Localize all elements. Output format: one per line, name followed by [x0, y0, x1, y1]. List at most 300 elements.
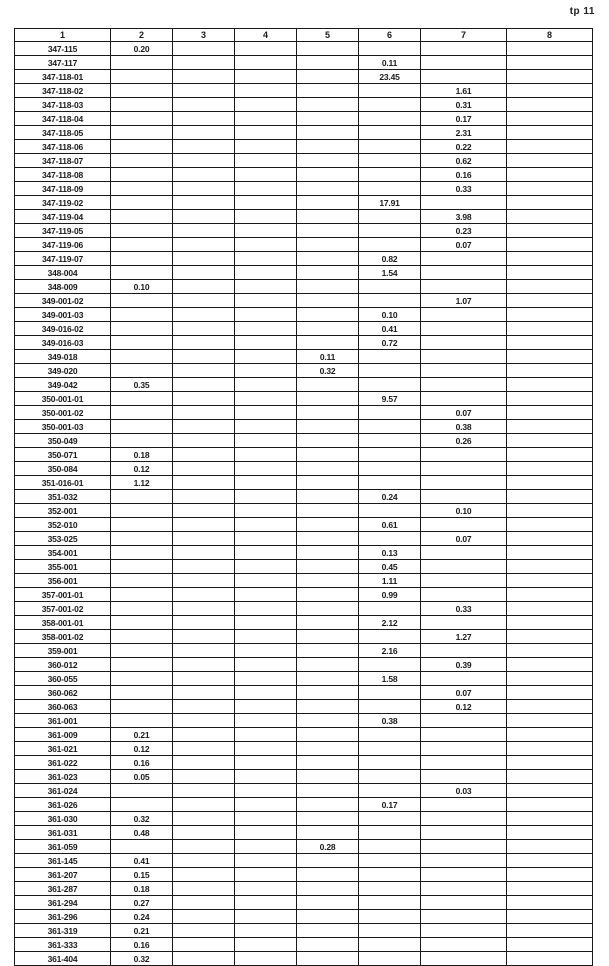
- row-value-cell-7: [421, 798, 507, 812]
- row-value-cell-6: [359, 812, 421, 826]
- row-value-cell-2: 0.21: [111, 924, 173, 938]
- row-value-cell-8: [507, 154, 593, 168]
- table-row: [15, 70, 593, 84]
- row-value-cell-4: [235, 448, 297, 462]
- row-value-cell-4: [235, 700, 297, 714]
- row-value-cell-4: [235, 504, 297, 518]
- row-value-cell-6: [359, 532, 421, 546]
- table-row: [15, 532, 593, 546]
- row-value-cell-2: [111, 154, 173, 168]
- row-value-cell-2: [111, 490, 173, 504]
- row-value-cell-2: [111, 434, 173, 448]
- row-value-cell-6: 1.54: [359, 266, 421, 280]
- row-value-cell-7: 0.31: [421, 98, 507, 112]
- row-value-cell-7: [421, 476, 507, 490]
- row-value-cell-7: [421, 644, 507, 658]
- table-row: [15, 154, 593, 168]
- row-value-cell-8: [507, 112, 593, 126]
- row-value-cell-2: [111, 532, 173, 546]
- row-value-cell-6: [359, 42, 421, 56]
- row-value-cell-7: [421, 196, 507, 210]
- table-row: [15, 504, 593, 518]
- table-row: [15, 168, 593, 182]
- row-value-cell-4: [235, 322, 297, 336]
- row-value-cell-5: [297, 84, 359, 98]
- row-value-cell-7: 0.07: [421, 686, 507, 700]
- row-value-cell-4: [235, 196, 297, 210]
- row-value-cell-3: [173, 294, 235, 308]
- row-value-cell-4: [235, 364, 297, 378]
- row-value-cell-5: [297, 784, 359, 798]
- row-value-cell-8: [507, 448, 593, 462]
- row-value-cell-3: [173, 588, 235, 602]
- row-value-cell-2: 0.24: [111, 910, 173, 924]
- table-row: [15, 658, 593, 672]
- row-value-cell-8: [507, 70, 593, 84]
- row-value-cell-3: [173, 560, 235, 574]
- row-value-cell-2: [111, 266, 173, 280]
- row-value-cell-2: [111, 350, 173, 364]
- row-code-cell: 349-016-03: [15, 336, 111, 350]
- row-value-cell-6: 0.72: [359, 336, 421, 350]
- row-value-cell-8: [507, 406, 593, 420]
- row-value-cell-6: [359, 84, 421, 98]
- row-code-cell: 361-404: [15, 952, 111, 966]
- row-value-cell-5: [297, 238, 359, 252]
- row-value-cell-3: [173, 350, 235, 364]
- row-value-cell-8: [507, 798, 593, 812]
- row-value-cell-5: [297, 952, 359, 966]
- row-value-cell-4: [235, 378, 297, 392]
- row-code-cell: 350-001-02: [15, 406, 111, 420]
- table-row: [15, 644, 593, 658]
- row-value-cell-3: [173, 266, 235, 280]
- row-value-cell-2: [111, 364, 173, 378]
- row-value-cell-5: [297, 924, 359, 938]
- row-value-cell-7: [421, 252, 507, 266]
- row-value-cell-4: [235, 490, 297, 504]
- row-value-cell-8: [507, 896, 593, 910]
- row-value-cell-3: [173, 546, 235, 560]
- table-row: [15, 952, 593, 966]
- row-code-cell: 361-319: [15, 924, 111, 938]
- row-value-cell-5: [297, 168, 359, 182]
- row-value-cell-2: [111, 686, 173, 700]
- row-value-cell-8: [507, 812, 593, 826]
- row-value-cell-7: [421, 952, 507, 966]
- row-value-cell-2: [111, 84, 173, 98]
- row-value-cell-6: [359, 140, 421, 154]
- row-value-cell-4: [235, 336, 297, 350]
- row-value-cell-5: [297, 882, 359, 896]
- row-value-cell-2: 0.21: [111, 728, 173, 742]
- row-value-cell-3: [173, 700, 235, 714]
- row-value-cell-7: [421, 574, 507, 588]
- row-code-cell: 358-001-02: [15, 630, 111, 644]
- row-value-cell-5: [297, 476, 359, 490]
- row-value-cell-6: [359, 770, 421, 784]
- row-value-cell-4: [235, 910, 297, 924]
- row-code-cell: 361-022: [15, 756, 111, 770]
- row-value-cell-4: [235, 630, 297, 644]
- table-row: [15, 714, 593, 728]
- row-value-cell-5: [297, 490, 359, 504]
- row-value-cell-5: [297, 462, 359, 476]
- table-row: [15, 924, 593, 938]
- row-value-cell-5: [297, 532, 359, 546]
- table-row: [15, 336, 593, 350]
- row-value-cell-4: [235, 728, 297, 742]
- table-row: [15, 84, 593, 98]
- row-value-cell-4: [235, 658, 297, 672]
- row-value-cell-7: [421, 42, 507, 56]
- column-header-2: 2: [111, 29, 173, 42]
- row-code-cell: 361-031: [15, 826, 111, 840]
- row-value-cell-2: [111, 602, 173, 616]
- row-value-cell-4: [235, 672, 297, 686]
- row-value-cell-6: [359, 784, 421, 798]
- row-value-cell-3: [173, 910, 235, 924]
- row-value-cell-3: [173, 924, 235, 938]
- row-value-cell-2: [111, 700, 173, 714]
- row-code-cell: 347-118-02: [15, 84, 111, 98]
- row-value-cell-3: [173, 602, 235, 616]
- row-value-cell-2: [111, 406, 173, 420]
- row-value-cell-5: [297, 182, 359, 196]
- row-value-cell-4: [235, 224, 297, 238]
- table-row: [15, 840, 593, 854]
- row-value-cell-8: [507, 602, 593, 616]
- row-value-cell-3: [173, 896, 235, 910]
- row-value-cell-3: [173, 686, 235, 700]
- table-header: [15, 29, 593, 42]
- row-value-cell-6: [359, 112, 421, 126]
- row-value-cell-6: [359, 154, 421, 168]
- row-value-cell-7: 0.07: [421, 238, 507, 252]
- row-value-cell-6: 0.13: [359, 546, 421, 560]
- table-row: [15, 700, 593, 714]
- row-value-cell-7: [421, 518, 507, 532]
- row-code-cell: 347-115: [15, 42, 111, 56]
- table-row: [15, 462, 593, 476]
- row-value-cell-6: 0.99: [359, 588, 421, 602]
- column-header-7: 7: [421, 29, 507, 42]
- row-value-cell-5: [297, 518, 359, 532]
- row-value-cell-6: [359, 882, 421, 896]
- row-value-cell-2: [111, 560, 173, 574]
- row-value-cell-2: 0.18: [111, 448, 173, 462]
- row-value-cell-8: [507, 364, 593, 378]
- row-value-cell-3: [173, 868, 235, 882]
- row-code-cell: 347-119-05: [15, 224, 111, 238]
- row-value-cell-8: [507, 770, 593, 784]
- row-value-cell-4: [235, 126, 297, 140]
- table-row: [15, 742, 593, 756]
- row-value-cell-8: [507, 574, 593, 588]
- row-code-cell: 361-009: [15, 728, 111, 742]
- row-value-cell-5: [297, 504, 359, 518]
- row-value-cell-4: [235, 924, 297, 938]
- row-value-cell-7: 0.22: [421, 140, 507, 154]
- row-value-cell-4: [235, 616, 297, 630]
- row-value-cell-3: [173, 336, 235, 350]
- row-value-cell-5: [297, 756, 359, 770]
- row-code-cell: 347-118-07: [15, 154, 111, 168]
- row-value-cell-4: [235, 84, 297, 98]
- ledger-table: [14, 28, 593, 966]
- row-code-cell: 347-118-05: [15, 126, 111, 140]
- row-value-cell-4: [235, 714, 297, 728]
- row-value-cell-4: [235, 770, 297, 784]
- row-value-cell-3: [173, 196, 235, 210]
- row-code-cell: 361-021: [15, 742, 111, 756]
- table-row: [15, 728, 593, 742]
- row-value-cell-5: [297, 322, 359, 336]
- row-value-cell-2: [111, 70, 173, 84]
- row-value-cell-8: [507, 532, 593, 546]
- table-row: [15, 686, 593, 700]
- row-code-cell: 351-032: [15, 490, 111, 504]
- row-value-cell-2: [111, 714, 173, 728]
- row-value-cell-6: [359, 462, 421, 476]
- row-value-cell-4: [235, 644, 297, 658]
- row-value-cell-8: [507, 910, 593, 924]
- table-row: [15, 406, 593, 420]
- row-code-cell: 347-119-04: [15, 210, 111, 224]
- row-value-cell-5: [297, 448, 359, 462]
- row-value-cell-5: 0.11: [297, 350, 359, 364]
- row-value-cell-8: [507, 98, 593, 112]
- table-row: [15, 560, 593, 574]
- row-value-cell-8: [507, 952, 593, 966]
- row-value-cell-6: 0.82: [359, 252, 421, 266]
- table-row: [15, 238, 593, 252]
- row-value-cell-2: [111, 196, 173, 210]
- row-value-cell-4: [235, 420, 297, 434]
- row-value-cell-8: [507, 700, 593, 714]
- table-row: [15, 630, 593, 644]
- row-value-cell-7: [421, 308, 507, 322]
- row-value-cell-3: [173, 658, 235, 672]
- row-value-cell-3: [173, 854, 235, 868]
- row-value-cell-7: [421, 336, 507, 350]
- row-value-cell-8: [507, 280, 593, 294]
- column-header-4: 4: [235, 29, 297, 42]
- row-code-cell: 353-025: [15, 532, 111, 546]
- table-row: [15, 350, 593, 364]
- row-value-cell-7: [421, 378, 507, 392]
- row-code-cell: 356-001: [15, 574, 111, 588]
- row-value-cell-8: [507, 518, 593, 532]
- row-value-cell-2: [111, 798, 173, 812]
- row-code-cell: 347-118-01: [15, 70, 111, 84]
- row-code-cell: 360-062: [15, 686, 111, 700]
- row-value-cell-2: [111, 140, 173, 154]
- row-value-cell-4: [235, 574, 297, 588]
- row-value-cell-7: [421, 672, 507, 686]
- row-value-cell-6: [359, 602, 421, 616]
- row-value-cell-5: [297, 868, 359, 882]
- row-value-cell-5: [297, 574, 359, 588]
- table-row: [15, 826, 593, 840]
- table-row: [15, 420, 593, 434]
- row-value-cell-6: 23.45: [359, 70, 421, 84]
- row-value-cell-2: [111, 784, 173, 798]
- row-code-cell: 348-009: [15, 280, 111, 294]
- row-value-cell-2: [111, 574, 173, 588]
- row-value-cell-7: 1.07: [421, 294, 507, 308]
- row-value-cell-4: [235, 546, 297, 560]
- row-value-cell-3: [173, 140, 235, 154]
- row-value-cell-3: [173, 812, 235, 826]
- row-value-cell-7: [421, 910, 507, 924]
- row-code-cell: 348-004: [15, 266, 111, 280]
- row-value-cell-5: [297, 252, 359, 266]
- row-code-cell: 359-001: [15, 644, 111, 658]
- row-value-cell-2: 0.48: [111, 826, 173, 840]
- row-code-cell: 361-030: [15, 812, 111, 826]
- row-value-cell-3: [173, 126, 235, 140]
- row-code-cell: 351-016-01: [15, 476, 111, 490]
- row-value-cell-4: [235, 182, 297, 196]
- row-value-cell-6: [359, 686, 421, 700]
- row-value-cell-7: [421, 322, 507, 336]
- row-value-cell-5: [297, 644, 359, 658]
- row-value-cell-5: [297, 630, 359, 644]
- row-value-cell-4: [235, 868, 297, 882]
- row-value-cell-7: 0.33: [421, 182, 507, 196]
- row-value-cell-4: [235, 602, 297, 616]
- row-value-cell-3: [173, 308, 235, 322]
- row-value-cell-8: [507, 224, 593, 238]
- table-row: [15, 546, 593, 560]
- row-value-cell-5: [297, 196, 359, 210]
- row-value-cell-4: [235, 42, 297, 56]
- table-row: [15, 42, 593, 56]
- row-code-cell: 347-119-02: [15, 196, 111, 210]
- row-value-cell-5: [297, 728, 359, 742]
- row-value-cell-3: [173, 574, 235, 588]
- row-value-cell-5: [297, 588, 359, 602]
- row-value-cell-3: [173, 490, 235, 504]
- row-value-cell-2: [111, 588, 173, 602]
- row-value-cell-2: 0.12: [111, 462, 173, 476]
- table-row: [15, 672, 593, 686]
- row-value-cell-5: [297, 336, 359, 350]
- row-value-cell-3: [173, 154, 235, 168]
- row-value-cell-8: [507, 84, 593, 98]
- row-value-cell-7: 0.38: [421, 420, 507, 434]
- row-value-cell-7: [421, 812, 507, 826]
- table-row: [15, 112, 593, 126]
- row-code-cell: 360-055: [15, 672, 111, 686]
- row-value-cell-4: [235, 406, 297, 420]
- column-header-8: 8: [507, 29, 593, 42]
- row-value-cell-6: [359, 868, 421, 882]
- table-row: [15, 196, 593, 210]
- row-value-cell-8: [507, 140, 593, 154]
- row-value-cell-5: [297, 42, 359, 56]
- row-value-cell-6: [359, 700, 421, 714]
- row-value-cell-8: [507, 56, 593, 70]
- row-value-cell-4: [235, 112, 297, 126]
- row-value-cell-3: [173, 504, 235, 518]
- row-value-cell-4: [235, 266, 297, 280]
- row-value-cell-3: [173, 322, 235, 336]
- row-value-cell-6: [359, 168, 421, 182]
- row-code-cell: 349-020: [15, 364, 111, 378]
- row-value-cell-6: [359, 924, 421, 938]
- row-code-cell: 347-118-09: [15, 182, 111, 196]
- row-value-cell-7: [421, 616, 507, 630]
- row-value-cell-3: [173, 784, 235, 798]
- row-value-cell-2: [111, 630, 173, 644]
- row-value-cell-3: [173, 112, 235, 126]
- row-value-cell-2: 0.32: [111, 812, 173, 826]
- row-value-cell-7: 0.07: [421, 406, 507, 420]
- row-value-cell-6: [359, 910, 421, 924]
- row-value-cell-8: [507, 854, 593, 868]
- row-value-cell-7: [421, 588, 507, 602]
- row-value-cell-7: 0.12: [421, 700, 507, 714]
- ledger-table-container: [14, 28, 592, 966]
- row-value-cell-6: 2.12: [359, 616, 421, 630]
- row-value-cell-4: [235, 588, 297, 602]
- row-code-cell: 355-001: [15, 560, 111, 574]
- row-value-cell-3: [173, 378, 235, 392]
- row-value-cell-8: [507, 476, 593, 490]
- row-value-cell-3: [173, 630, 235, 644]
- row-value-cell-6: [359, 350, 421, 364]
- row-value-cell-5: [297, 126, 359, 140]
- row-code-cell: 361-023: [15, 770, 111, 784]
- row-value-cell-2: 0.10: [111, 280, 173, 294]
- row-value-cell-4: [235, 560, 297, 574]
- row-value-cell-8: [507, 728, 593, 742]
- row-value-cell-7: [421, 490, 507, 504]
- table-row: [15, 476, 593, 490]
- row-code-cell: 361-026: [15, 798, 111, 812]
- row-value-cell-6: 17.91: [359, 196, 421, 210]
- row-value-cell-5: [297, 560, 359, 574]
- row-value-cell-3: [173, 714, 235, 728]
- row-value-cell-4: [235, 56, 297, 70]
- row-value-cell-7: 0.33: [421, 602, 507, 616]
- row-value-cell-3: [173, 280, 235, 294]
- row-value-cell-7: 1.27: [421, 630, 507, 644]
- row-value-cell-6: 0.41: [359, 322, 421, 336]
- row-value-cell-2: 0.27: [111, 896, 173, 910]
- row-value-cell-3: [173, 98, 235, 112]
- row-code-cell: 350-001-03: [15, 420, 111, 434]
- row-value-cell-2: [111, 238, 173, 252]
- row-value-cell-8: [507, 420, 593, 434]
- row-value-cell-6: [359, 294, 421, 308]
- row-value-cell-2: [111, 210, 173, 224]
- row-value-cell-7: 0.23: [421, 224, 507, 238]
- row-code-cell: 352-010: [15, 518, 111, 532]
- row-code-cell: 349-001-03: [15, 308, 111, 322]
- table-row: [15, 140, 593, 154]
- row-value-cell-3: [173, 840, 235, 854]
- table-row: [15, 854, 593, 868]
- row-value-cell-2: [111, 182, 173, 196]
- row-value-cell-6: [359, 280, 421, 294]
- row-value-cell-2: [111, 504, 173, 518]
- row-value-cell-6: [359, 434, 421, 448]
- row-value-cell-7: [421, 896, 507, 910]
- table-row: [15, 378, 593, 392]
